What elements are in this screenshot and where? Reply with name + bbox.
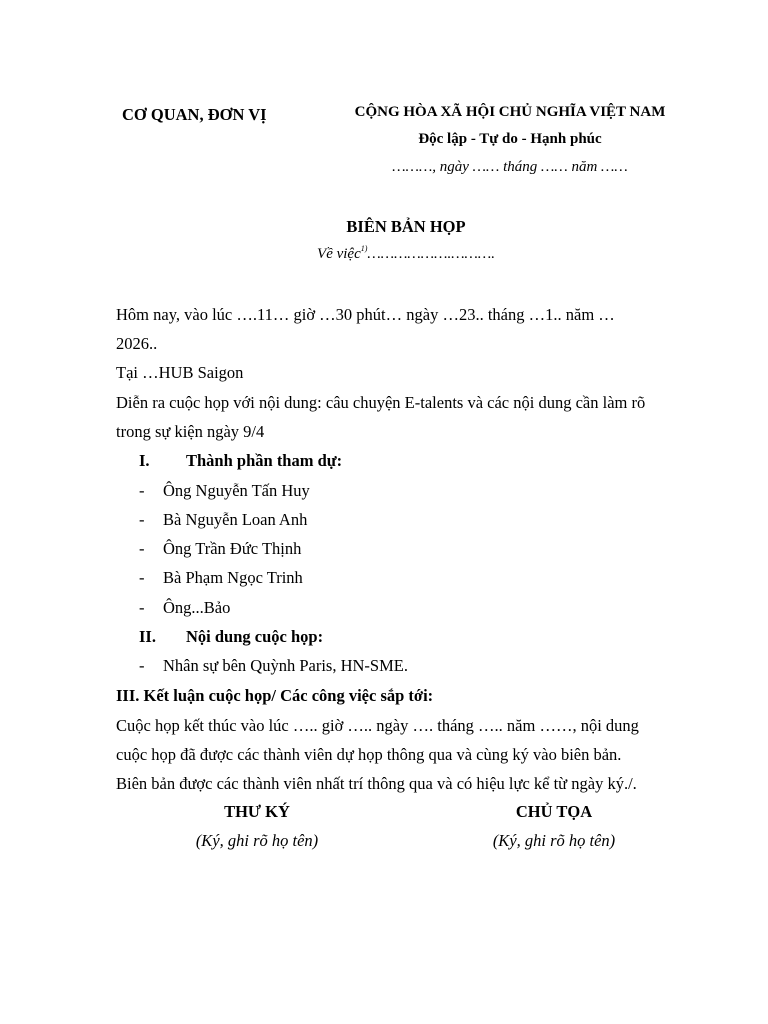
attendee-item: Bà Nguyễn Loan Anh [163, 510, 308, 529]
meeting-time-line-2: 2026.. [116, 334, 158, 353]
meeting-time-line-1: Hôm nay, vào lúc ….11… giờ …30 phút… ngày …23.. tháng …1.. năm … [116, 305, 615, 324]
section-3-heading: III. Kết luận cuộc họp/ Các công việc sắp tới: [116, 686, 434, 705]
attendee-item: Ông...Bảo [163, 598, 231, 617]
republic-title: CỘNG HÒA XÃ HỘI CHỦ NGHĨA VIỆT NAM [354, 104, 666, 120]
footnote-marker: 1) [360, 244, 368, 253]
subject-label: Về việc [317, 246, 361, 262]
section-2-heading: Nội dung cuộc họp: [186, 627, 324, 646]
attendee-item: Ông Trần Đức Thịnh [163, 539, 302, 558]
date-line: ………, ngày …… tháng …… năm …… [392, 159, 628, 175]
national-motto: Độc lập - Tự do - Hạnh phúc [418, 131, 602, 147]
bullet-dash: - [139, 568, 145, 587]
bullet-dash: - [139, 539, 145, 558]
subject-dots: ……………….………. [367, 246, 495, 262]
section-2-numeral: II. [139, 627, 156, 646]
bullet-dash: - [139, 481, 145, 500]
section-1-heading: Thành phần tham dự: [186, 451, 343, 470]
chair-sign-note: (Ký, ghi rõ họ tên) [492, 831, 616, 850]
chair-title: CHỦ TỌA [515, 802, 593, 821]
agency-name: CƠ QUAN, ĐƠN VỊ [122, 105, 267, 124]
bullet-dash: - [139, 656, 145, 675]
section-1-numeral: I. [139, 451, 150, 470]
secretary-sign-note: (Ký, ghi rõ họ tên) [195, 831, 319, 850]
meeting-content-line-1: Diễn ra cuộc họp với nội dung: câu chuyện E-talents và các nội dung cần làm rõ [116, 393, 646, 412]
document-title: BIÊN BẢN HỌP [346, 217, 466, 236]
conclusion-line-2: cuộc họp đã được các thành viên dự họp thông qua và cùng ký vào biên bản. [116, 745, 622, 764]
meeting-content-line-2: trong sự kiện ngày 9/4 [116, 422, 265, 441]
attendee-item: Bà Phạm Ngọc Trinh [163, 568, 303, 587]
subject-line [0, 246, 768, 263]
attendee-item: Ông Nguyễn Tấn Huy [163, 481, 310, 500]
content-item: Nhân sự bên Quỳnh Paris, HN-SME. [163, 656, 408, 675]
conclusion-line-3: Biên bản được các thành viên nhất trí thông qua và có hiệu lực kể từ ngày ký./. [116, 774, 637, 793]
bullet-dash: - [139, 510, 145, 529]
secretary-title: THƯ KÝ [224, 802, 290, 821]
meeting-place: Tại …HUB Saigon [116, 363, 244, 382]
conclusion-line-1: Cuộc họp kết thúc vào lúc ….. giờ ….. ngày …. tháng ….. năm ……, nội dung [116, 716, 639, 735]
bullet-dash: - [139, 598, 145, 617]
